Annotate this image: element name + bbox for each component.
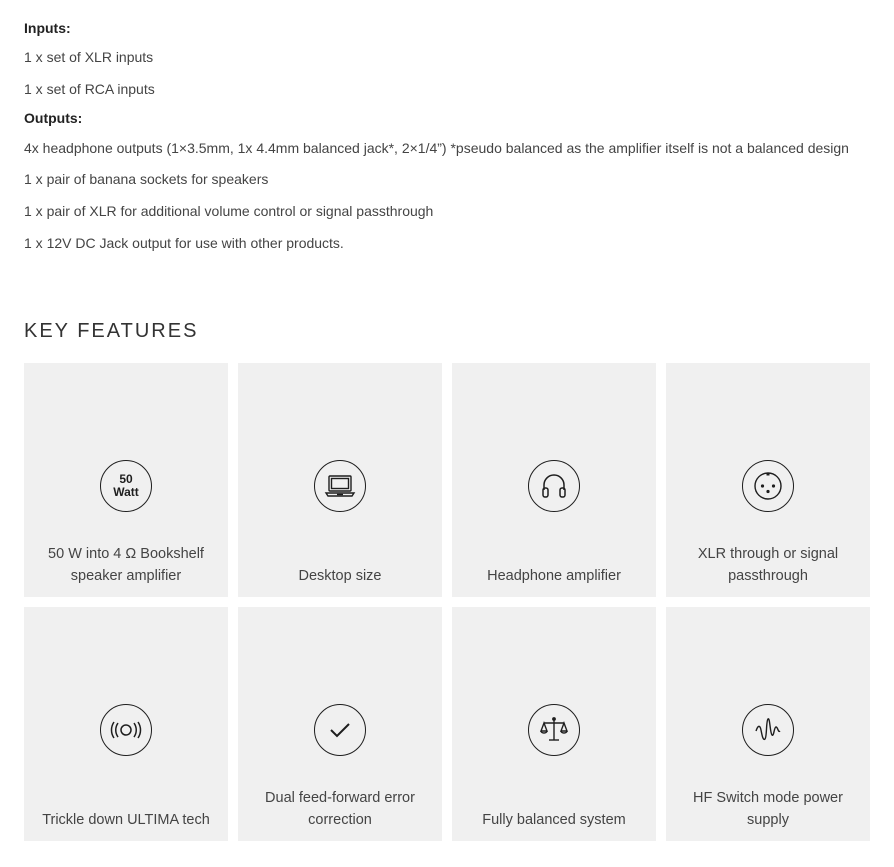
trickle-down-icon <box>100 704 152 756</box>
inputs-heading: Inputs: <box>24 20 71 36</box>
feature-label: XLR through or signal passthrough <box>697 546 839 584</box>
feature-label: Headphone amplifier <box>487 568 621 584</box>
key-features-grid <box>24 363 872 841</box>
headphones-icon <box>528 460 580 512</box>
feature-label: 50 W into 4 Ω Bookshelf speaker amplifier <box>48 546 204 584</box>
feature-label: Fully balanced system <box>482 812 626 828</box>
output-item: 1 x 12V DC Jack output for use with other products. <box>24 235 344 251</box>
watt-number: 50 <box>119 472 133 486</box>
laptop-icon <box>314 460 366 512</box>
checkmark-icon <box>314 704 366 756</box>
feature-card <box>24 607 228 841</box>
watt-unit: Watt <box>113 485 139 499</box>
input-item: 1 x set of XLR inputs <box>24 49 154 65</box>
feature-card <box>666 363 870 597</box>
feature-card <box>238 607 442 841</box>
feature-label: Trickle down ULTIMA tech <box>42 812 210 828</box>
50-watt-icon <box>100 460 152 512</box>
feature-card <box>24 363 228 597</box>
outputs-heading: Outputs: <box>24 110 83 126</box>
balance-scale-icon <box>528 704 580 756</box>
feature-card <box>452 363 656 597</box>
waveform-icon <box>742 704 794 756</box>
feature-card <box>452 607 656 841</box>
output-item: 1 x pair of XLR for additional volume control or signal passthrough <box>24 203 434 219</box>
feature-label: Desktop size <box>298 568 382 584</box>
specifications <box>24 18 870 254</box>
output-item: 1 x pair of banana sockets for speakers <box>24 171 269 187</box>
xlr-connector-icon <box>742 460 794 512</box>
feature-card <box>666 607 870 841</box>
feature-card <box>238 363 442 597</box>
output-item: 4x headphone outputs (1×3.5mm, 1x 4.4mm balanced jack*, 2×1/4”) *pseudo balanced as the amplifier itself is not a balanced design <box>24 140 849 156</box>
key-features-title: KEY FEATURES <box>24 320 199 342</box>
input-item: 1 x set of RCA inputs <box>24 81 155 97</box>
feature-label: HF Switch mode power supply <box>693 790 843 828</box>
feature-label: Dual feed-forward error correction <box>265 790 415 828</box>
